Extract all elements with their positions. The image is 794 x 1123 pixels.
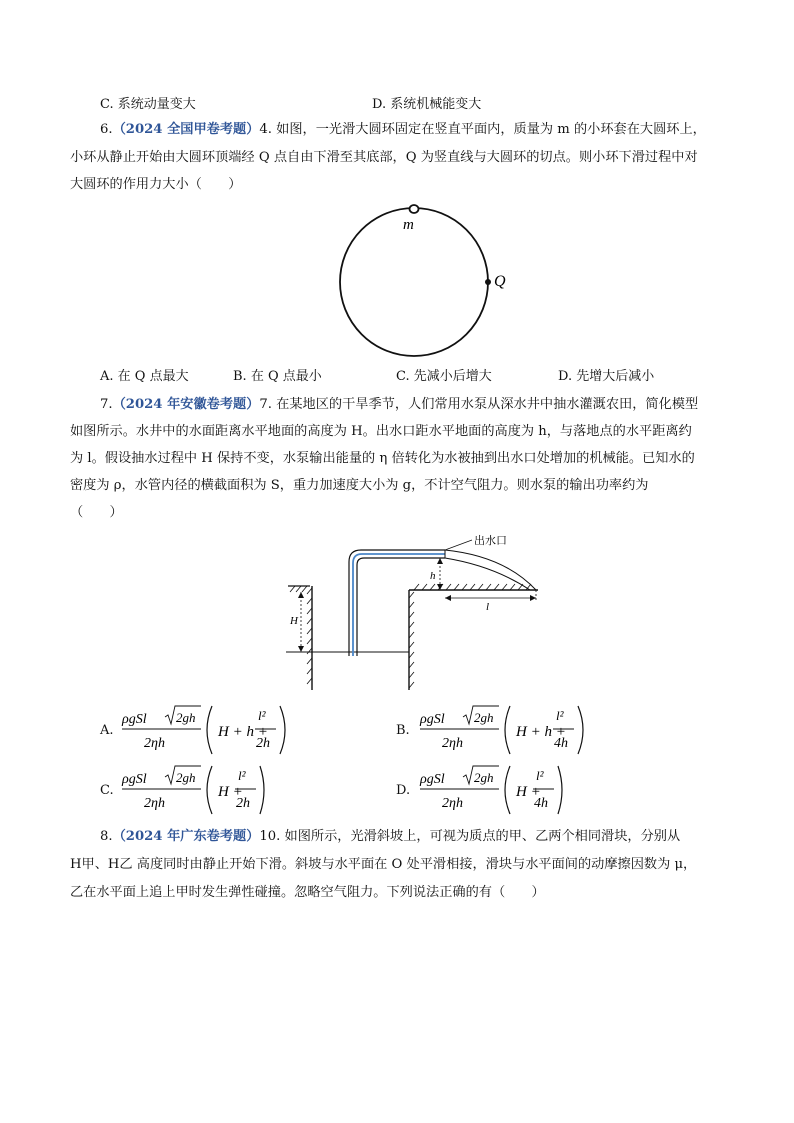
d-den: 2ηh — [442, 796, 463, 811]
label-m: m — [403, 217, 414, 233]
q8-line2: H甲、H乙 高度同时由静止开始下滑。斜坡与水平面在 O 处平滑相接，滑块与水平面间的动摩擦因数为 μ， — [70, 857, 697, 872]
q7-number: 7. — [100, 397, 113, 412]
q8-number: 8. — [100, 829, 113, 844]
a-num: ρgSl — [122, 712, 147, 727]
label-h: h — [430, 570, 436, 582]
q7-option-a-formula — [118, 702, 290, 758]
c-lsq: l² — [238, 768, 246, 783]
q5-option-d: D. 系统机械能变大 — [372, 97, 482, 112]
a-den: 2ηh — [144, 736, 165, 751]
q7-option-c-label: C. — [100, 783, 114, 798]
d-num: ρgSl — [420, 772, 445, 787]
a-tail: H + h + — [218, 724, 268, 740]
small-ring — [410, 205, 419, 213]
q6-line1-text: 4. 如图，一光滑大圆环固定在竖直平面内，质量为 m 的小环套在大圆环上， — [259, 122, 706, 137]
q7-line4: 密度为 ρ，水管内径的横截面积为 S，重力加速度大小为 g，不计空气阻力。则水泵的输出功率约为 — [70, 478, 649, 493]
q8-line1-text: 10. 如图所示，光滑斜坡上，可视为质点的甲、乙两个相同滑块，分别从 — [259, 829, 681, 844]
q6-option-b: B. 在 Q 点最小 — [233, 369, 322, 384]
b-tail: H + h + — [516, 724, 566, 740]
q6-number: 6. — [100, 122, 113, 137]
label-l: l — [486, 601, 490, 613]
q6-ring-figure — [330, 200, 530, 360]
a-lsq: l² — [258, 708, 266, 723]
d-lden: 4h — [534, 796, 548, 811]
c-num: ρgSl — [122, 772, 147, 787]
b-sqrt-arg: 2gh — [474, 710, 494, 725]
d-tail: H + — [516, 784, 541, 800]
q6-line2: 小环从静止开始由大圆环顶端经 Q 点自由下滑至其底部，Q 为竖直线与大圆环的切点。则小环下滑过程中对 — [70, 150, 698, 165]
q7-line1 — [100, 396, 698, 414]
q6-option-a: A. 在 Q 点最大 — [100, 369, 189, 384]
q6-source-tag: （2024 全国甲卷考题） — [112, 122, 260, 137]
a-lden: 2h — [256, 736, 270, 751]
q6-line1 — [100, 121, 706, 139]
q7-option-a-label: A. — [100, 723, 114, 738]
q6-option-c: C. 先减小后增大 — [396, 369, 492, 384]
c-tail: H + — [218, 784, 243, 800]
q7-line5: （ ） — [70, 505, 123, 520]
q6-line3: 大圆环的作用力大小（ ） — [70, 177, 242, 192]
q7-source-tag: （2024 年安徽卷考题） — [112, 397, 260, 412]
q7-option-c-formula — [118, 762, 268, 818]
q5-option-c: C. 系统动量变大 — [100, 97, 196, 112]
c-sqrt-arg: 2gh — [176, 770, 196, 785]
d-lsq: l² — [536, 768, 544, 783]
q7-option-b-formula — [416, 702, 588, 758]
q7-pump-figure — [282, 528, 552, 694]
q7-line2: 如图所示。水井中的水面距离水平地面的高度为 H。出水口距水平地面的高度为 h，与落地点的水平距离约 — [70, 424, 692, 439]
c-den: 2ηh — [144, 796, 165, 811]
a-sqrt-arg: 2gh — [176, 710, 196, 725]
q8-line3: 乙在水平面上追上甲时发生弹性碰撞。忽略空气阻力。下列说法正确的有（ ） — [70, 885, 545, 900]
b-lden: 4h — [554, 736, 568, 751]
q7-line1-text: 7. 在某地区的干旱季节，人们常用水泵从深水井中抽水灌溉农田，简化模型 — [259, 397, 699, 412]
q7-option-d-label: D. — [396, 783, 411, 798]
label-H: H — [290, 615, 298, 627]
q7-option-d-formula — [416, 762, 566, 818]
label-q: Q — [494, 273, 506, 290]
b-num: ρgSl — [420, 712, 445, 727]
b-den: 2ηh — [442, 736, 463, 751]
b-lsq: l² — [556, 708, 564, 723]
q7-option-b-label: B. — [396, 723, 410, 738]
label-outlet: 出水口 — [474, 535, 507, 547]
c-lden: 2h — [236, 796, 250, 811]
q8-source-tag: （2024 年广东卷考题） — [112, 829, 260, 844]
q7-line3: 为 l。假设抽水过程中 H 保持不变，水泵输出能量的 η 倍转化为水被抽到出水口处增加的机械能。已知水的 — [70, 451, 695, 466]
point-q — [485, 279, 491, 285]
q8-line1 — [100, 828, 680, 846]
d-sqrt-arg: 2gh — [474, 770, 494, 785]
big-ring — [340, 208, 488, 356]
q6-option-d: D. 先增大后减小 — [558, 369, 655, 384]
